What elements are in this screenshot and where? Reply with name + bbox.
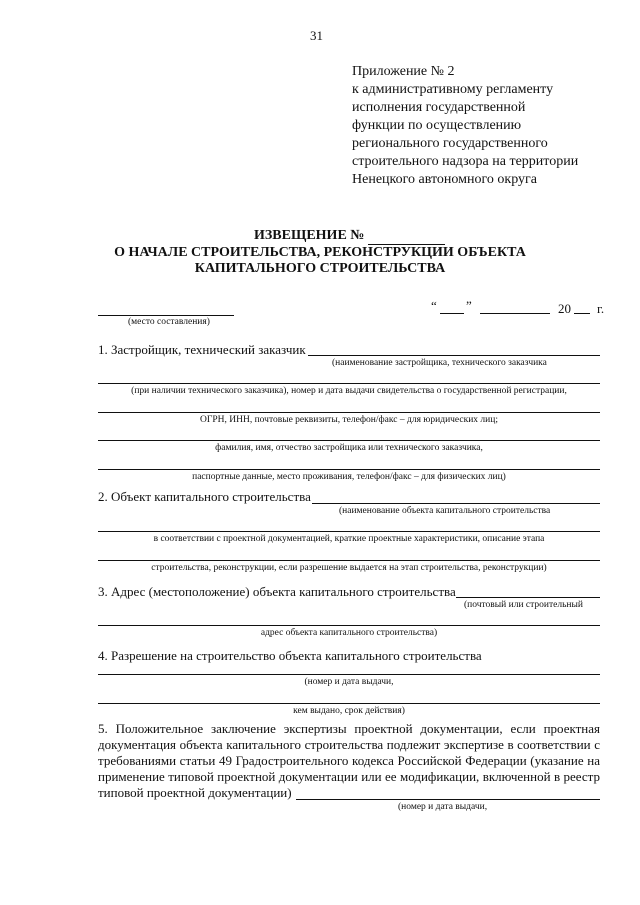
section1-caption: (при наличии технического заказчика), номер и дата выдачи свидетельства о государственной регистрации, [131,386,567,396]
section2-caption: (наименование объекта капитального строительства [339,506,551,516]
quote-open: “ [431,298,437,313]
section4-caption: кем выдано, срок действия) [293,706,405,716]
section5-line: применение типовой проектной документации или ее модификации, включенной в реестр [98,769,600,784]
section1-caption: паспортные данные, место проживания, телефон/факс – для физических лиц) [192,472,506,482]
appendix-block [352,63,578,189]
section1-label: 1. Застройщик, технический заказчик [98,342,306,357]
appendix-line: исполнения государственной [352,100,526,115]
section1-caption: фамилия, имя, отчество застройщика или технического заказчика, [215,443,483,453]
section2-label: 2. Объект капитального строительства [98,489,311,504]
section5-text [98,721,600,801]
section5-line: требованиями статьи 49 Градостроительного кодекса Российской Федерации (указание на [98,753,600,768]
section5-line: типовой проектной документации) [98,785,292,800]
section3-caption: (почтовый или строительный [464,600,583,610]
section1-field[interactable] [98,383,600,384]
title-line1: ИЗВЕЩЕНИЕ № [254,228,365,243]
section5-line: документация объекта капитального строительства подлежит экспертизе в соответствии с [98,737,600,752]
section4-label: 4. Разрешение на строительство объекта капитального строительства [98,648,482,663]
section2-caption: строительства, реконструкции, если разрешение выдается на этап строительства, реконструкции) [151,563,547,573]
section2-caption: в соответствии с проектной документацией, краткие проектные характеристики, описание этапа [153,534,545,544]
section4-field[interactable] [98,674,600,675]
year-field[interactable] [574,313,590,314]
place-field[interactable] [98,315,234,316]
month-field[interactable] [480,313,550,314]
appendix-line: функции по осуществлению [352,118,522,133]
appendix-line: к административному регламенту [352,82,554,97]
title-line3: КАПИТАЛЬНОГО СТРОИТЕЛЬСТВА [194,261,446,276]
section5-field[interactable] [296,799,600,800]
section3-caption: адрес объекта капитального строительства) [260,628,438,638]
section5-caption: (номер и дата выдачи, [398,802,488,812]
section5-line: 5. Положительное заключение экспертизы проектной документации, если проектная [98,721,600,736]
section1-field[interactable] [98,412,600,413]
day-field[interactable] [440,313,464,314]
section3-label: 3. Адрес (местоположение) объекта капитального строительства [98,584,456,599]
place-caption: (место составления) [128,317,210,327]
section2-field[interactable] [312,503,600,504]
page-number: 31 [310,28,323,43]
appendix-line: регионального государственного [352,136,548,151]
section4-caption: (номер и дата выдачи, [304,677,394,687]
title-line2: О НАЧАЛЕ СТРОИТЕЛЬСТВА, РЕКОНСТРУКЦИИ ОБЪЕКТА [114,245,526,260]
appendix-line: Ненецкого автономного округа [352,172,537,187]
year-suffix: г. [597,301,605,316]
section1-field[interactable] [98,440,600,441]
quote-close: ” [466,298,472,313]
section1-caption: (наименование застройщика, технического заказчика [332,358,547,368]
section2-field[interactable] [98,531,600,532]
section3-field[interactable] [98,625,600,626]
section3-field[interactable] [456,597,600,598]
section2-field[interactable] [98,560,600,561]
appendix-line: строительного надзора на территории [352,154,579,169]
section1-caption: ОГРН, ИНН, почтовые реквизиты, телефон/факс – для юридических лиц; [200,415,498,425]
section1-field[interactable] [98,469,600,470]
section4-field[interactable] [98,703,600,704]
year-prefix: 20 [558,301,571,316]
section1-field[interactable] [308,355,600,356]
appendix-line: Приложение № 2 [352,64,455,79]
